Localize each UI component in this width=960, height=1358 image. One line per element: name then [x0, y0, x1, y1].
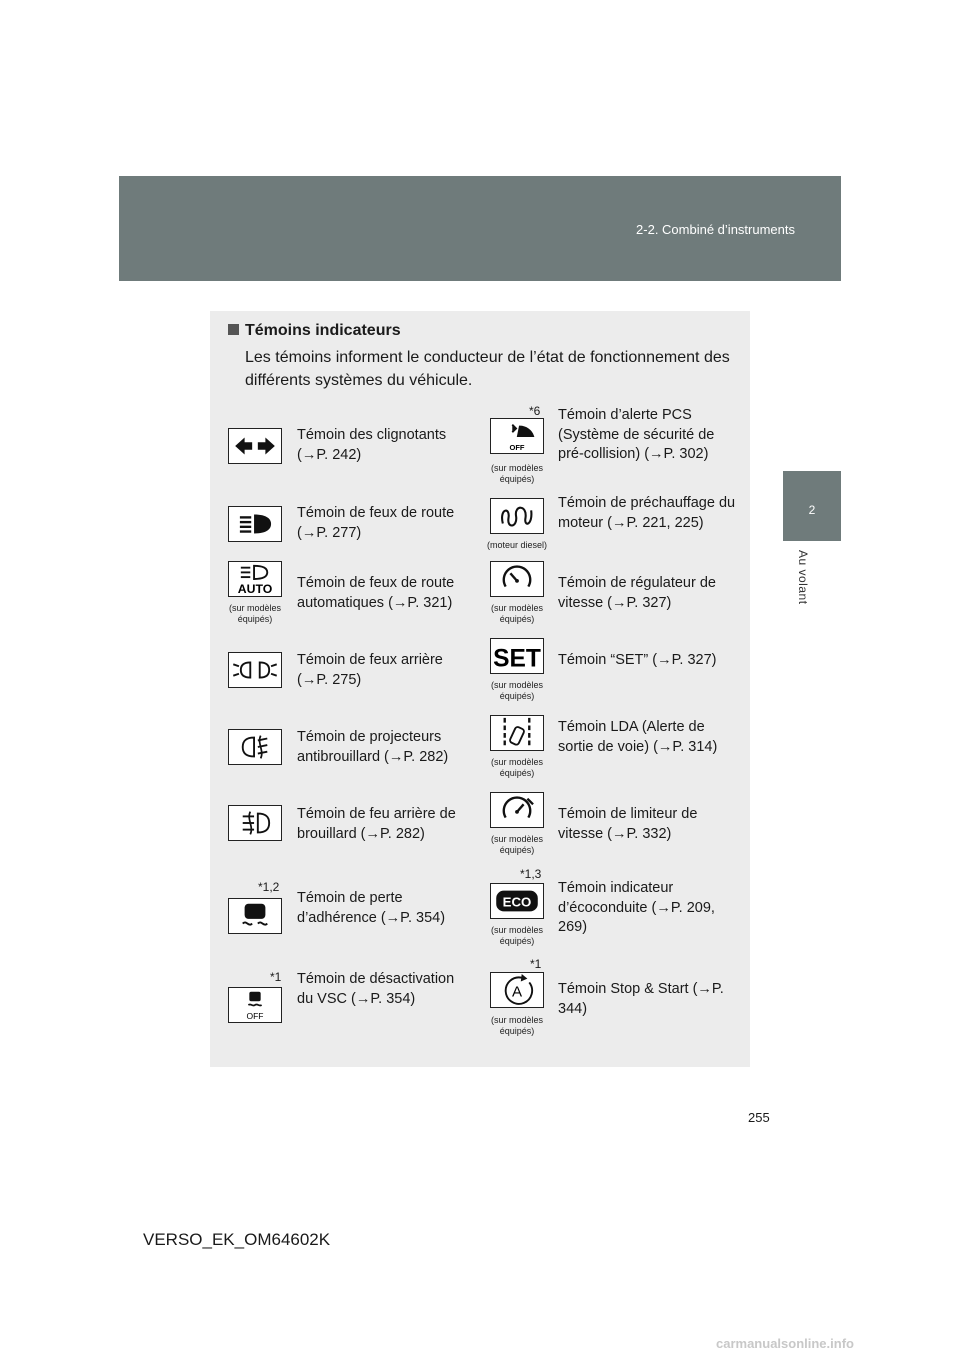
- stop-start-text: A: [511, 983, 523, 1001]
- speed-limiter-icon: [490, 792, 544, 828]
- turn-signal-icon: [228, 428, 282, 464]
- cruise-control-icon: [490, 561, 544, 597]
- vsc-off-icon: [228, 987, 282, 1023]
- off-text: OFF: [246, 1011, 264, 1022]
- indicator-label-rear-fog: Témoin de feu arrière de brouillard (→P. 282): [297, 806, 456, 842]
- indicator-label-slip: Témoin de perte d’adhérence (→P. 354): [297, 890, 446, 926]
- section-title: [228, 322, 401, 340]
- icon-caption: (sur modèles équipés): [490, 463, 544, 484]
- indicator-label-speed-limiter: Témoin de limiteur de vitesse (→P. 332): [558, 806, 698, 842]
- icon-caption: (sur modèles équipés): [490, 757, 544, 778]
- eco-icon: [490, 883, 544, 919]
- footnote-mark: *1,3: [520, 867, 542, 881]
- square-bullet-icon: [228, 324, 239, 335]
- auto-text: AUTO: [237, 582, 273, 596]
- slip-icon: [228, 898, 282, 934]
- indicator-label-pcs: Témoin d’alerte PCS (Système de sécurité de pré-collision) (→P. 302): [558, 407, 715, 462]
- icon-caption: (sur modèles équipés): [490, 1015, 544, 1036]
- indicator-label-glow-plug: Témoin de préchauffage du moteur (→P. 221, 225): [558, 495, 736, 531]
- indicator-label-turn-signal: Témoin des clignotants (→P. 242): [297, 427, 447, 463]
- indicator-label-stop-start: Témoin Stop & Start (→P. 344): [558, 981, 724, 1017]
- side-tab-number: 2: [808, 503, 816, 517]
- watermark: carmanualsonline.info: [716, 1336, 854, 1351]
- indicator-label-vsc-off: Témoin de désactivation du VSC (→P. 354): [297, 971, 455, 1007]
- set-icon: [490, 638, 544, 674]
- rear-fog-icon: [228, 805, 282, 841]
- footnote-mark: *1: [530, 957, 542, 971]
- eco-text: ECO: [502, 894, 532, 910]
- stop-start-icon: [490, 972, 544, 1008]
- icon-caption: (sur modèles équipés): [490, 680, 544, 701]
- glow-plug-icon: [490, 498, 544, 534]
- lda-icon: [490, 715, 544, 751]
- indicator-label-set: Témoin “SET” (→P. 327): [558, 652, 717, 668]
- footnote-mark: *1: [270, 970, 282, 984]
- side-tab-label: Au volant: [796, 550, 810, 605]
- side-tab: [783, 471, 841, 541]
- footnote-mark: *1,2: [258, 880, 280, 894]
- indicator-label-lda: Témoin LDA (Alerte de sortie de voie) (→P. 314): [558, 719, 718, 755]
- tail-light-icon: [228, 652, 282, 688]
- section-intro: Les témoins informent le conducteur de l’état de fonctionnement des différents systèmes du véhicule.: [245, 349, 730, 389]
- indicator-label-cruise-control: Témoin de régulateur de vitesse (→P. 327): [558, 575, 716, 611]
- indicator-label-high-beam: Témoin de feux de route (→P. 277): [297, 505, 455, 541]
- high-beam-icon: [228, 506, 282, 542]
- auto-high-beam-icon: [228, 561, 282, 597]
- section-title-text: Témoins indicateurs: [245, 322, 401, 339]
- icon-caption: (sur modèles équipés): [490, 925, 544, 946]
- set-text: SET: [493, 645, 541, 673]
- chapter-title: 2-2. Combiné d’instruments: [636, 222, 795, 237]
- indicator-label-front-fog: Témoin de projecteurs antibrouillard (→P. 282): [297, 729, 449, 765]
- icon-caption: (sur modèles équipés): [490, 603, 544, 624]
- icon-caption: (sur modèles équipés): [228, 603, 282, 624]
- page-number: 255: [748, 1110, 770, 1125]
- indicator-label-eco: Témoin indicateur d’écoconduite (→P. 209, 269): [558, 880, 715, 935]
- icon-caption: (sur modèles équipés): [490, 834, 544, 855]
- indicator-label-auto-high-beam: Témoin de feux de route automatiques (→P. 321): [297, 575, 455, 611]
- icon-caption: (moteur diesel): [486, 540, 548, 550]
- indicator-label-tail-light: Témoin de feux arrière (→P. 275): [297, 652, 443, 688]
- footnote-mark: *6: [529, 404, 541, 418]
- document-code: VERSO_EK_OM64602K: [143, 1230, 331, 1249]
- chapter-header: [119, 176, 841, 281]
- pcs-off-icon: [490, 418, 544, 454]
- pcs-off-text: OFF: [509, 443, 525, 453]
- front-fog-icon: [228, 729, 282, 765]
